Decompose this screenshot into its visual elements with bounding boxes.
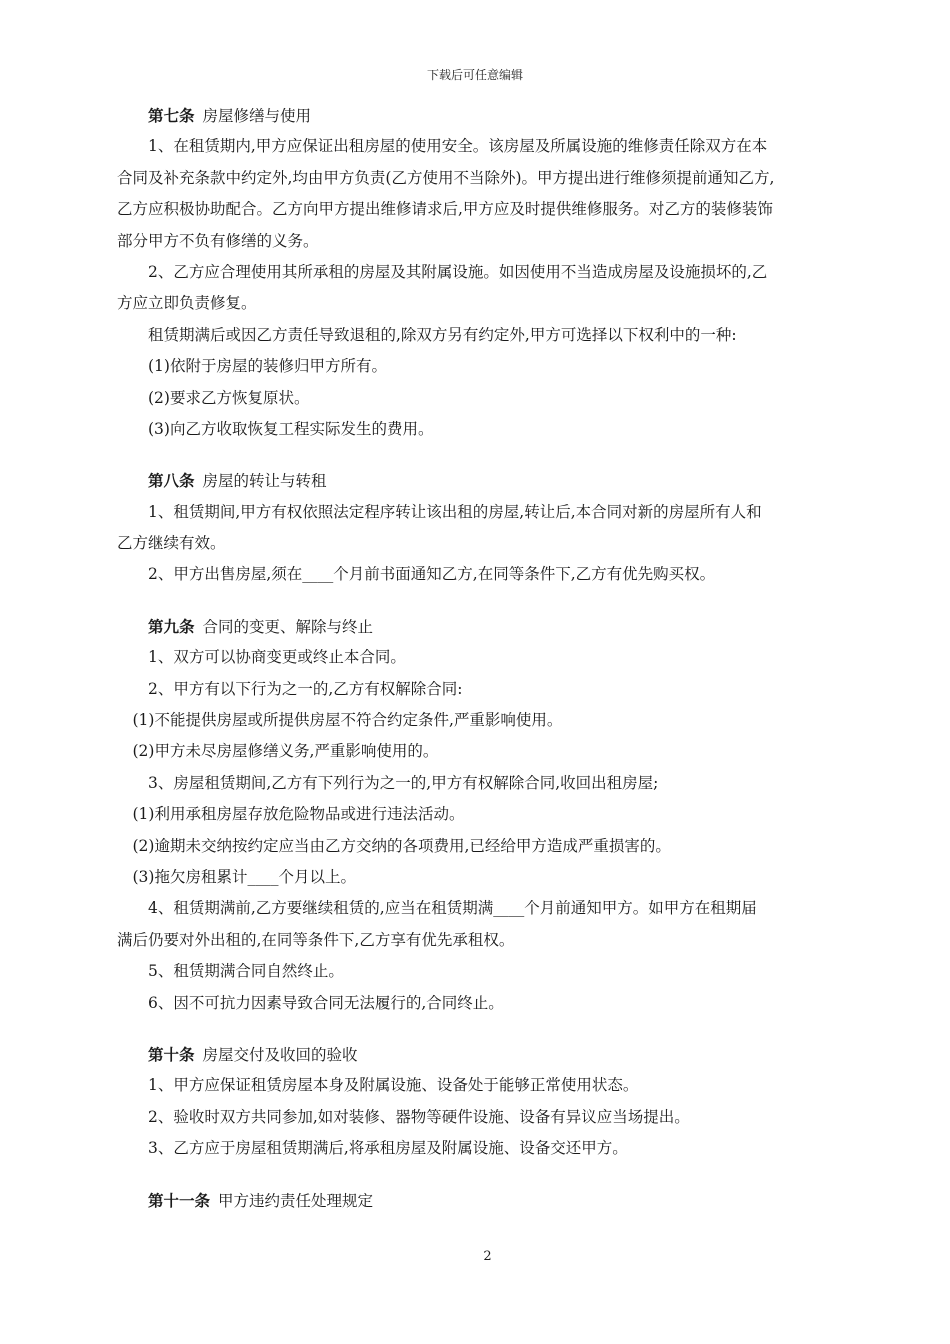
paragraph-line: 3、乙方应于房屋租赁期满后,将承租房屋及附属设施、设备交还甲方。 [148,1139,628,1158]
paragraph-line: 乙方应积极协助配合。乙方向甲方提出维修请求后,甲方应及时提供维修服务。对乙方的装修装饰 [117,200,773,219]
paragraph-line: 2、乙方应合理使用其所承租的房屋及其附属设施。如因使用不当造成房屋及设施损坏的,乙 [148,262,768,281]
section-gap [0,1165,950,1185]
section-heading [0,1039,950,1070]
paragraph-line: (2)甲方未尽房屋修缮义务,严重影响使用的。 [132,742,439,761]
section-gap [0,1019,950,1039]
paragraph-line: (1)不能提供房屋或所提供房屋不符合约定条件,严重影响使用。 [132,711,563,730]
section-number: 第八条 [148,471,195,491]
paragraph-line: 部分甲方不负有修缮的义务。 [117,231,319,250]
page-header: 下载后可任意编辑 [426,68,523,82]
section-number: 第九条 [148,616,195,636]
paragraph-line: 2、甲方有以下行为之一的,乙方有权解除合同: [148,679,463,698]
section-number: 第十一条 [148,1190,211,1210]
paragraph-line: 1、租赁期间,甲方有权依照法定程序转让该出租的房屋,转让后,本合同对新的房屋所有人和 [148,502,762,521]
paragraph-line: 3、房屋租赁期间,乙方有下列行为之一的,甲方有权解除合同,收回出租房屋; [148,773,659,792]
document-body [0,100,950,1216]
paragraph-line: 4、租赁期满前,乙方要继续租赁的,应当在租赁期满____个月前通知甲方。如甲方在租期届 [148,899,757,918]
page-number: 2 [483,1249,492,1264]
paragraph-line: 1、甲方应保证租赁房屋本身及附属设施、设备处于能够正常使用状态。 [148,1076,639,1095]
paragraph-line: (2)逾期未交纳按约定应当由乙方交纳的各项费用,已经给甲方造成严重损害的。 [132,836,671,855]
section-title: 合同的变更、解除与终止 [202,617,374,636]
paragraph-line: 乙方继续有效。 [117,534,226,553]
paragraph-line: (2)要求乙方恢复原状。 [148,388,310,407]
paragraph-line: 2、甲方出售房屋,须在____个月前书面通知乙方,在同等条件下,乙方有优先购买权。 [148,565,716,584]
section-title: 房屋交付及收回的验收 [202,1045,358,1064]
section-heading [0,100,950,131]
section-title: 甲方违约责任处理规定 [218,1191,374,1210]
section-gap [0,445,950,465]
section-heading [0,611,950,642]
section-title: 房屋修缮与使用 [202,107,312,125]
section-gap [0,591,950,611]
paragraph-line: 满后仍要对外出租的,在同等条件下,乙方享有优先承租权。 [117,930,515,949]
paragraph-line: (1)依附于房屋的装修归甲方所有。 [148,357,387,376]
paragraph-line: (1)利用承租房屋存放危险物品或进行违法活动。 [132,805,465,824]
paragraph-line: (3)向乙方收取恢复工程实际发生的费用。 [148,419,434,438]
paragraph-line: 合同及补充条款中约定外,均由甲方负责(乙方使用不当除外)。甲方提出进行维修须提前通知乙方, [117,168,775,187]
paragraph-line: (3)拖欠房租累计____个月以上。 [132,867,356,886]
paragraph-line: 1、在租赁期内,甲方应保证出租房屋的使用安全。该房屋及所属设施的维修责任除双方在本 [148,137,768,156]
section-title: 房屋的转让与转租 [202,472,327,491]
paragraph-line: 2、验收时双方共同参加,如对装修、器物等硬件设施、设备有异议应当场提出。 [148,1107,690,1126]
paragraph-line: 6、因不可抗力因素导致合同无法履行的,合同终止。 [148,993,504,1012]
section-number: 第七条 [148,106,195,125]
paragraph-line: 5、租赁期满合同自然终止。 [148,962,344,981]
section-heading [0,465,950,496]
paragraph-line: 租赁期满后或因乙方责任导致退租的,除双方另有约定外,甲方可选择以下权利中的一种: [148,325,737,344]
section-heading [0,1185,950,1216]
section-number: 第十条 [148,1044,195,1064]
paragraph-line: 1、双方可以协商变更或终止本合同。 [148,648,406,667]
paragraph-line: 方应立即负责修复。 [117,294,257,313]
